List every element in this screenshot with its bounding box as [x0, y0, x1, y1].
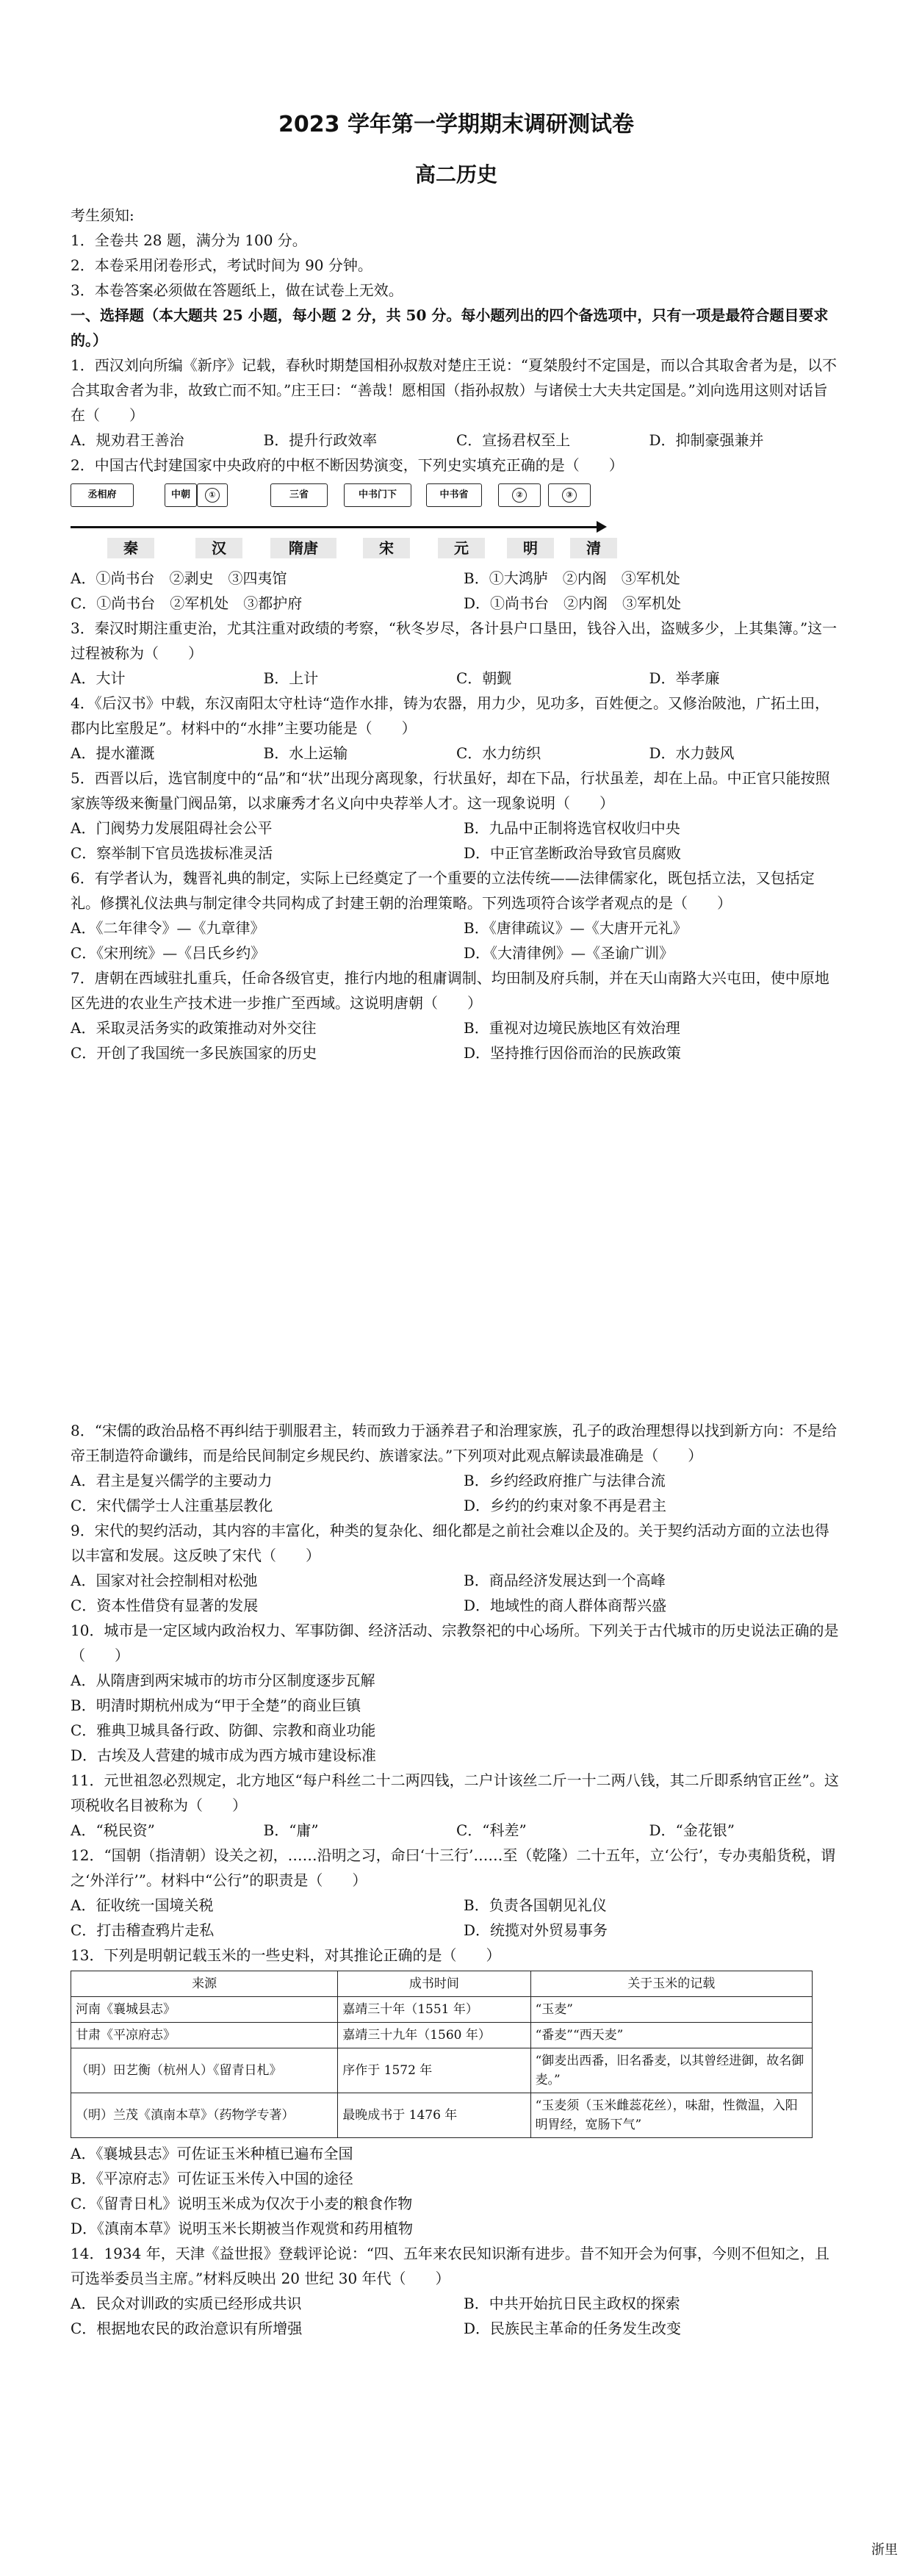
option-d: D．举孝廉 — [649, 669, 720, 687]
option-b: B．“庸” — [263, 1821, 319, 1839]
option-a: A．门阀势力发展阻碍社会公平 — [71, 819, 273, 837]
notice-item: 2．本卷采用闭卷形式，考试时间为 90 分钟。 — [71, 256, 372, 274]
option-d: D．乡约的约束对象不再是君主 — [464, 1497, 667, 1514]
option-a: A．采取灵活务实的政策推动对外交往 — [71, 1019, 317, 1037]
government-timeline — [71, 481, 842, 561]
table-cell: （明）兰茂《滇南本草》（药物学专著） — [71, 2093, 338, 2138]
question-stem: 14．1934 年，天津《益世报》登载评论说：“四、五年来农民知识渐有进步。昔不知开会为何事，今则不但知之，且可选举委员当主席。”材料反映出 20 世纪 30 年代（ ） — [71, 2245, 829, 2287]
page-gap — [71, 1065, 842, 1418]
timeline-box — [498, 483, 541, 507]
table-row — [71, 2093, 813, 2138]
question-6 — [71, 866, 842, 965]
option-b: B．水上运输 — [263, 744, 348, 762]
option-a: A．《二年律令》—《九章律》 — [71, 919, 265, 937]
option-b: B．乡约经政府推广与法律合流 — [464, 1472, 666, 1489]
option-b: B．明清时期杭州成为“甲于全楚”的商业巨镇 — [71, 1697, 361, 1714]
table-row — [71, 2023, 813, 2048]
option-b: B．上计 — [263, 669, 319, 687]
timeline-dynasty: 明 — [507, 538, 554, 558]
option-b: B．《平凉府志》可佐证玉米传入中国的途径 — [71, 2170, 353, 2187]
table-cell: 嘉靖三十九年（1560 年） — [338, 2023, 530, 2048]
notice-block — [71, 203, 842, 303]
question-stem: 12．“国朝（指清朝）设关之初，……沿明之习，命曰‘十三行’……至（乾隆）二十五年，立‘公行’，专办夷船货税，谓之‘外洋行’”。材料中“公行”的职责是（ ） — [71, 1846, 836, 1889]
table-cell: 序作于 1572 年 — [338, 2048, 530, 2093]
option-c: C．资本性借贷有显著的发展 — [71, 1597, 259, 1614]
exam-title: 2023 学年第一学期期末调研测试卷 — [278, 112, 634, 137]
option-c: C．“科差” — [456, 1821, 527, 1839]
question-stem: 2．中国古代封建国家中央政府的中枢不断因势演变，下列史实填充正确的是（ ） — [71, 456, 624, 474]
timeline-blank: ② — [512, 488, 527, 503]
option-b: B．提升行政效率 — [263, 431, 378, 449]
question-7 — [71, 965, 842, 1065]
question-4 — [71, 691, 842, 766]
question-13 — [71, 1943, 842, 2241]
table-cell: 甘肃《平凉府志》 — [71, 2023, 338, 2048]
timeline-box — [548, 483, 591, 507]
option-c: C．朝觐 — [456, 669, 512, 687]
timeline-blank: ③ — [562, 488, 577, 503]
option-a: A．“税民资” — [71, 1821, 155, 1839]
option-c: C．①尚书台 ②军机处 ③都护府 — [71, 594, 303, 612]
option-d: D．坚持推行因俗而治的民族政策 — [464, 1044, 682, 1062]
question-8 — [71, 1418, 842, 1518]
question-stem: 7．唐朝在西域驻扎重兵，任命各级官吏，推行内地的租庸调制、均田制及府兵制，并在天山南路大兴屯田，使中原地区先进的农业生产技术进一步推广至西域。这说明唐朝（ ） — [71, 969, 829, 1012]
option-a: A．规劝君王善治 — [71, 431, 184, 449]
option-a: A．君主是复兴儒学的主要动力 — [71, 1472, 273, 1489]
timeline-blank: ① — [205, 488, 220, 503]
option-d: D．民族民主革命的任务发生改变 — [464, 2320, 682, 2337]
option-b: B．①大鸿胪 ②内阁 ③军机处 — [464, 569, 680, 587]
option-d: D．统揽对外贸易事务 — [464, 1921, 608, 1939]
column-header: 关于玉米的记载 — [530, 1971, 812, 1997]
option-c: C．《留青日札》说明玉米成为仅次于小麦的粮食作物 — [71, 2195, 413, 2212]
option-d: D．水力鼓风 — [649, 744, 735, 762]
option-a: A．从隋唐到两宋城市的坊市分区制度逐步瓦解 — [71, 1672, 375, 1689]
option-a: A．大计 — [71, 669, 126, 687]
timeline-box: 中书省 — [426, 483, 482, 507]
option-c: C．宣扬君权至上 — [456, 431, 571, 449]
exam-subtitle: 高二历史 — [414, 162, 497, 187]
option-b: B．九品中正制将选官权收归中央 — [464, 819, 680, 837]
question-stem: 10．城市是一定区域内政治权力、军事防御、经济活动、宗教祭祀的中心场所。下列关于古代城市的历史说法正确的是（ ） — [71, 1622, 839, 1664]
table-cell: 最晚成书于 1476 年 — [338, 2093, 530, 2138]
option-a: A．民众对训政的实质已经形成共识 — [71, 2295, 302, 2312]
maize-records-table — [71, 1971, 813, 2138]
option-b: B．重视对边境民族地区有效治理 — [464, 1019, 680, 1037]
timeline-box: 中朝 — [165, 483, 197, 507]
option-b: B．商品经济发展达到一个高峰 — [464, 1572, 666, 1589]
option-d: D．古埃及人营建的城市成为西方城市建设标准 — [71, 1746, 377, 1764]
option-c: C．雅典卫城具备行政、防御、宗教和商业功能 — [71, 1721, 376, 1739]
question-stem: 5．西晋以后，选官制度中的“品”和“状”出现分离现象，行状虽好，却在下品，行状虽差，却在上品。中正官只能按照家族等级来衡量门阀品第，以求廉秀才名义向中央荐举人才。这一现象说明（ ） — [71, 769, 830, 812]
timeline-dynasty: 秦 — [107, 538, 154, 558]
question-3 — [71, 616, 842, 691]
question-stem: 8．“宋儒的政治品格不再纠结于驯服君主，转而致力于涵养君子和治理家族，孔子的政治理想得以找到新方向：不是给帝王制造符命谶纬，而是给民间制定乡规民约、族谱家法。”下列项对此观点解读最准确是（ ） — [71, 1422, 837, 1464]
option-a: A．提水灌溉 — [71, 744, 155, 762]
exam-page — [71, 110, 842, 2341]
question-stem: 9．宋代的契约活动，其内容的丰富化，种类的复杂化、细化都是之前社会难以企及的。关于契约活动方面的立法也得以丰富和发展。这反映了宋代（ ） — [71, 1522, 829, 1564]
timeline-dynasty: 宋 — [363, 538, 410, 558]
table-header-row — [71, 1971, 813, 1997]
timeline-dynasty: 清 — [570, 538, 617, 558]
option-c: C．根据地农民的政治意识有所增强 — [71, 2320, 303, 2337]
column-header: 来源 — [71, 1971, 338, 1997]
timeline-box — [197, 483, 228, 507]
option-a: A．①尚书台 ②剥史 ③四夷馆 — [71, 569, 287, 587]
table-cell: 嘉靖三十年（1551 年） — [338, 1997, 530, 2023]
option-b: B．《唐律疏议》—《大唐开元礼》 — [464, 919, 688, 937]
table-row — [71, 1997, 813, 2023]
timeline-axis — [71, 526, 599, 528]
table-cell: （明）田艺衡（杭州人）《留青日札》 — [71, 2048, 338, 2093]
page-footer: 浙里 — [871, 2542, 898, 2558]
notice-item: 3．本卷答案必须做在答题纸上，做在试卷上无效。 — [71, 281, 403, 299]
timeline-box: 三省 — [270, 483, 328, 507]
timeline-box: 丞相府 — [71, 483, 134, 507]
question-stem: 13．下列是明朝记载玉米的一些史料，对其推论正确的是（ ） — [71, 1946, 501, 1964]
notice-item: 1．全卷共 28 题，满分为 100 分。 — [71, 231, 307, 249]
table-cell: “玉麦须（玉米雌蕊花丝），味甜，性微温，入阳明胃经，宽肠下气” — [530, 2093, 812, 2138]
question-stem: 3．秦汉时期注重吏治，尤其注重对政绩的考察，“秋冬岁尽，各计县户口垦田，钱谷入出，盗贼多少，上其集簿。”这一过程被称为（ ） — [71, 619, 838, 662]
option-d: D．《大清律例》—《圣谕广训》 — [464, 944, 674, 962]
timeline-dynasty: 汉 — [195, 538, 242, 558]
option-d: D．中正官垄断政治导致官员腐败 — [464, 844, 682, 862]
question-1 — [71, 353, 842, 453]
question-stem: 4．《后汉书》中载，东汉南阳太守杜诗“造作水排，铸为农器，用力少，见功多，百姓便之。又修治陂池，广拓土田，郡内比室殷足”。材料中的“水排”主要功能是（ ） — [71, 694, 829, 737]
option-c: C．察举制下官员选拔标准灵活 — [71, 844, 273, 862]
question-9 — [71, 1518, 842, 1618]
option-a: A．《襄城县志》可佐证玉米种植已遍布全国 — [71, 2145, 353, 2162]
option-d: D．①尚书台 ②内阁 ③军机处 — [464, 594, 682, 612]
option-c: C．开创了我国统一多民族国家的历史 — [71, 1044, 317, 1062]
table-cell: “番麦”“西天麦” — [530, 2023, 812, 2048]
option-b: B．负责各国朝见礼仪 — [464, 1896, 607, 1914]
timeline-dynasty: 元 — [438, 538, 485, 558]
question-stem: 6．有学者认为，魏晋礼典的制定，实际上已经奠定了一个重要的立法传统——法律儒家化，既包括立法，又包括定礼。修撰礼仪法典与制定律令共同构成了封建王朝的治理策略。下列选项符合该学者观点的是（ ） — [71, 869, 815, 912]
option-d: D．地域性的商人群体商帮兴盛 — [464, 1597, 667, 1614]
option-c: C．宋代儒学士人注重基层教化 — [71, 1497, 273, 1514]
question-11 — [71, 1768, 842, 1843]
option-a: A．国家对社会控制相对松弛 — [71, 1572, 258, 1589]
option-d: D．抑制豪强兼并 — [649, 431, 764, 449]
question-14 — [71, 2241, 842, 2341]
question-2 — [71, 453, 842, 616]
option-d: D．“金花银” — [649, 1821, 735, 1839]
option-c: C．《宋刑统》—《吕氏乡约》 — [71, 944, 266, 962]
question-5 — [71, 766, 842, 866]
column-header: 成书时间 — [338, 1971, 530, 1997]
question-stem: 11．元世祖忽必烈规定，北方地区“每户科丝二十二两四钱，二户计该丝二斤一十二两八钱，其二斤即系纳官正丝”。这项税收名目被称为（ ） — [71, 1771, 839, 1814]
arrow-right-icon — [597, 521, 607, 533]
option-c: C．打击稽查鸦片走私 — [71, 1921, 215, 1939]
option-a: A．征收统一国境关税 — [71, 1896, 214, 1914]
option-b: B．中共开始抗日民主政权的探索 — [464, 2295, 680, 2312]
question-12 — [71, 1843, 842, 1943]
notice-heading: 考生须知: — [71, 206, 134, 224]
section-heading: 一、选择题（本大题共 25 小题，每小题 2 分，共 50 分。每小题列出的四个备选项中，只有一项是最符合题目要求的。） — [71, 306, 829, 349]
table-cell: 河南《襄城县志》 — [71, 1997, 338, 2023]
question-stem: 1．西汉刘向所编《新序》记载，春秋时期楚国相孙叔敖对楚庄王说：“夏桀殷纣不定国是，而以合其取舍者为是，以不合其取舍者为非，故致亡而不知。”庄王曰：“善哉！愿相国（指孙叔敖）与诸侯士大夫共定国是。”刘向选用这则对话旨在（ ） — [71, 356, 837, 424]
timeline-dynasty: 隋唐 — [270, 538, 336, 558]
table-cell: “玉麦” — [530, 1997, 812, 2023]
table-row — [71, 2048, 813, 2093]
question-10 — [71, 1618, 842, 1768]
option-c: C．水力纺织 — [456, 744, 541, 762]
option-d: D．《滇南本草》说明玉米长期被当作观赏和药用植物 — [71, 2220, 414, 2237]
timeline-box: 中书门下 — [344, 483, 411, 507]
table-cell: “御麦出西番，旧名番麦，以其曾经进御，故名御麦。” — [530, 2048, 812, 2093]
